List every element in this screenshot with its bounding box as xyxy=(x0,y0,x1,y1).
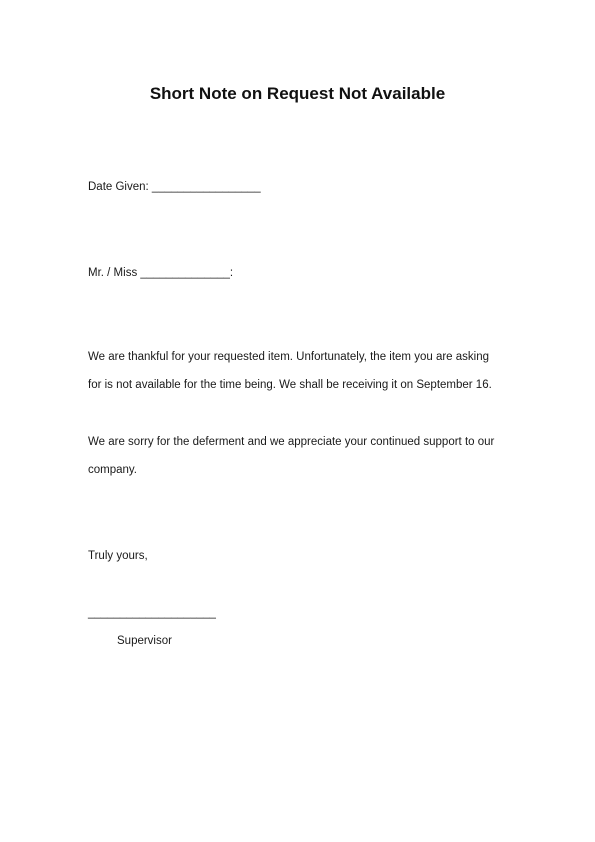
closing: Truly yours, xyxy=(88,550,148,562)
paragraph-1-line-2: for is not available for the time being. We shall be receiving it on September 16. xyxy=(88,379,492,391)
paragraph-1-line-1: We are thankful for your requested item. Unfortunately, the item you are asking xyxy=(88,351,490,363)
date-line: Date Given: _________________ xyxy=(88,181,261,193)
paragraph-2-line-2: company. xyxy=(88,464,138,476)
paragraph-2-line-1: We are sorry for the deferment and we appreciate your continued support to our xyxy=(88,436,495,448)
signatory-title: Supervisor xyxy=(117,635,172,647)
signature-line: ____________________ xyxy=(88,607,216,619)
salutation: Mr. / Miss ______________: xyxy=(88,267,234,279)
page-title: Short Note on Request Not Available xyxy=(149,84,446,103)
